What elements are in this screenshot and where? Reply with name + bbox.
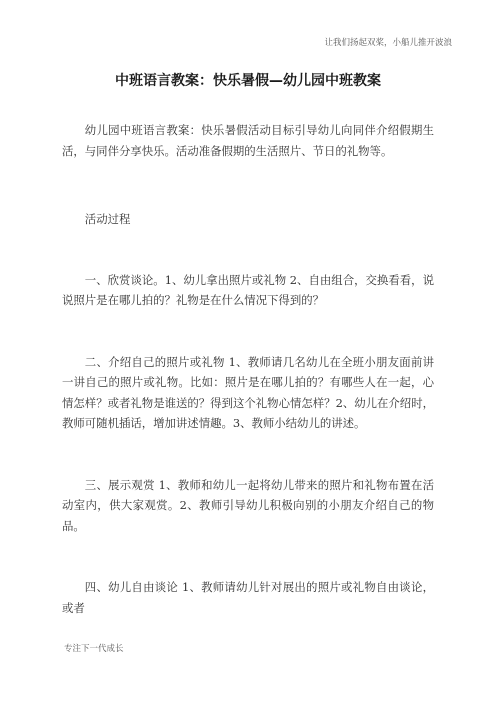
process-heading: 活动过程 bbox=[84, 212, 131, 226]
section-paragraph-1: 一、欣赏谈论。1、幼儿拿出照片或礼物 2、自由组合，交换看看，说说照片是在哪儿拍的？礼物是在什么情况下得到的？ bbox=[62, 272, 434, 307]
section-paragraph-3: 三、展示观赏 1、教师和幼儿一起将幼儿带来的照片和礼物布置在活动室内，供大家观赏。2、教师引导幼儿积极向别的小朋友介绍自己的物品。 bbox=[62, 477, 434, 533]
header-tagline: 让我们扬起双桨，小船儿推开波浪 bbox=[324, 38, 452, 48]
document-body bbox=[62, 120, 434, 618]
page-title: 中班语言教案：快乐暑假—幼儿园中班教案 bbox=[115, 73, 381, 89]
section-paragraph-2: 二、介绍自己的照片或礼物 1、教师请几名幼儿在全班小朋友面前讲一讲自己的照片或礼物。比如：照片是在哪儿拍的？有哪些人在一起，心情怎样？或者礼物是谁送的？得到这个礼物心情怎样？2、幼儿在介绍时，教师可随机插话，增加讲述情趣。3、教师小结幼儿的讲述。 bbox=[62, 354, 434, 430]
footer-tagline: 专注下一代成长 bbox=[64, 644, 124, 654]
section-paragraph-4: 四、幼儿自由谈论 1、教师请幼儿针对展出的照片或礼物自由谈论，或者 bbox=[62, 580, 434, 615]
intro-paragraph: 幼儿园中班语言教案：快乐暑假活动目标引导幼儿向同伴介绍假期生活，与同伴分享快乐。活动准备假期的生活照片、节日的礼物等。 bbox=[62, 123, 434, 158]
